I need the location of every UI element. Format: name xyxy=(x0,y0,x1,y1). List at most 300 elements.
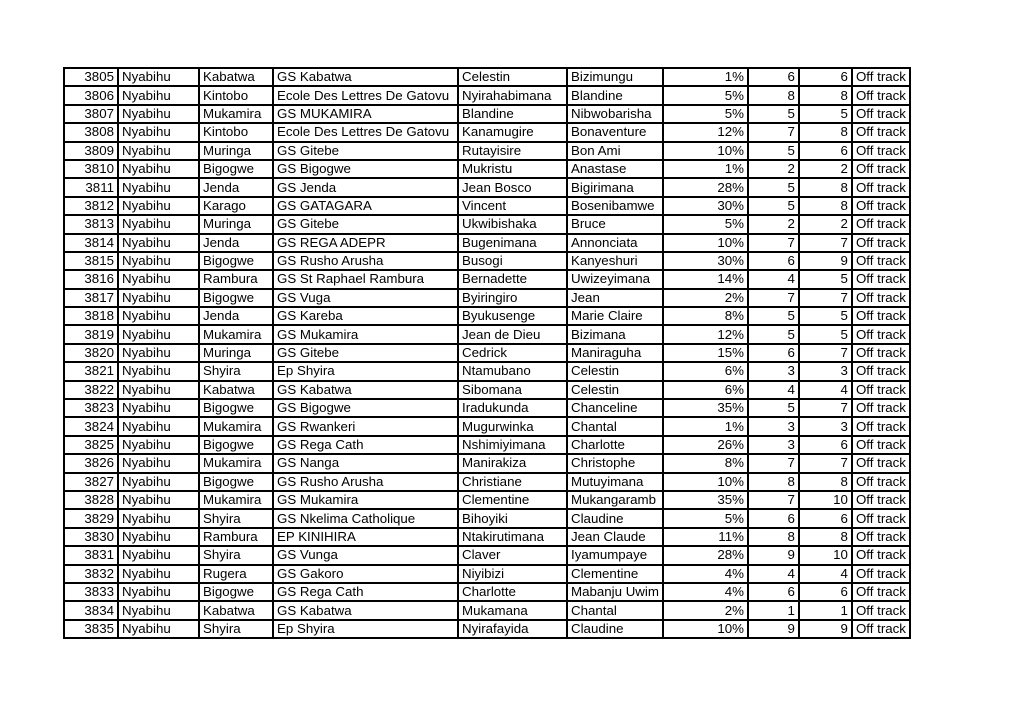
cell-school: Ep Shyira xyxy=(273,620,458,638)
cell-school: GS Rwankeri xyxy=(273,417,458,435)
cell-school: EP KINIHIRA xyxy=(273,528,458,546)
cell-first-name: Busogi xyxy=(458,252,567,270)
cell-percent: 5% xyxy=(663,86,748,104)
cell-value2: 8 xyxy=(799,123,852,141)
cell-id: 3813 xyxy=(64,215,118,233)
cell-id: 3832 xyxy=(64,565,118,583)
cell-school: Ecole Des Lettres De Gatovu xyxy=(273,123,458,141)
cell-school: GS Nanga xyxy=(273,454,458,472)
cell-status: Off track xyxy=(852,509,910,527)
cell-value1: 5 xyxy=(748,325,799,343)
cell-first-name: Christiane xyxy=(458,473,567,491)
cell-district: Nyabihu xyxy=(118,362,199,380)
cell-district: Nyabihu xyxy=(118,344,199,362)
cell-id: 3814 xyxy=(64,234,118,252)
cell-first-name: Manirakiza xyxy=(458,454,567,472)
cell-school: GS Gitebe xyxy=(273,215,458,233)
cell-sector: Bigogwe xyxy=(199,583,273,601)
cell-last-name: Bizimana xyxy=(567,325,663,343)
cell-sector: Kintobo xyxy=(199,86,273,104)
cell-value2: 2 xyxy=(799,215,852,233)
cell-id: 3808 xyxy=(64,123,118,141)
cell-first-name: Bugenimana xyxy=(458,234,567,252)
table-row xyxy=(64,289,910,307)
cell-sector: Shyira xyxy=(199,362,273,380)
table-row xyxy=(64,252,910,270)
cell-last-name: Charlotte xyxy=(567,436,663,454)
cell-last-name: Annonciata xyxy=(567,234,663,252)
cell-school: GS Kareba xyxy=(273,307,458,325)
cell-value2: 4 xyxy=(799,381,852,399)
cell-value2: 8 xyxy=(799,473,852,491)
table-row xyxy=(64,454,910,472)
cell-last-name: Bigirimana xyxy=(567,178,663,196)
cell-first-name: Blandine xyxy=(458,105,567,123)
cell-school: GS REGA ADEPR xyxy=(273,234,458,252)
cell-sector: Mukamira xyxy=(199,325,273,343)
cell-id: 3819 xyxy=(64,325,118,343)
cell-percent: 12% xyxy=(663,123,748,141)
cell-value1: 7 xyxy=(748,234,799,252)
cell-school: GS Gakoro xyxy=(273,565,458,583)
table-row xyxy=(64,105,910,123)
cell-district: Nyabihu xyxy=(118,381,199,399)
cell-status: Off track xyxy=(852,270,910,288)
cell-status: Off track xyxy=(852,399,910,417)
cell-last-name: Mukangaramb xyxy=(567,491,663,509)
cell-last-name: Maniraguha xyxy=(567,344,663,362)
cell-first-name: Nyirahabimana xyxy=(458,86,567,104)
cell-value1: 6 xyxy=(748,252,799,270)
cell-district: Nyabihu xyxy=(118,583,199,601)
cell-value2: 6 xyxy=(799,583,852,601)
cell-sector: Shyira xyxy=(199,620,273,638)
table-row xyxy=(64,344,910,362)
cell-value1: 3 xyxy=(748,362,799,380)
cell-last-name: Jean Claude xyxy=(567,528,663,546)
cell-value2: 6 xyxy=(799,436,852,454)
cell-district: Nyabihu xyxy=(118,68,199,86)
cell-status: Off track xyxy=(852,307,910,325)
cell-last-name: Nibwobarisha xyxy=(567,105,663,123)
cell-last-name: Claudine xyxy=(567,509,663,527)
cell-percent: 5% xyxy=(663,215,748,233)
cell-id: 3809 xyxy=(64,142,118,160)
cell-percent: 6% xyxy=(663,362,748,380)
cell-status: Off track xyxy=(852,436,910,454)
cell-sector: Bigogwe xyxy=(199,160,273,178)
cell-value1: 6 xyxy=(748,68,799,86)
cell-id: 3821 xyxy=(64,362,118,380)
cell-status: Off track xyxy=(852,252,910,270)
cell-value2: 5 xyxy=(799,270,852,288)
cell-status: Off track xyxy=(852,583,910,601)
cell-status: Off track xyxy=(852,546,910,564)
cell-percent: 4% xyxy=(663,583,748,601)
cell-district: Nyabihu xyxy=(118,252,199,270)
cell-percent: 1% xyxy=(663,160,748,178)
cell-value2: 10 xyxy=(799,546,852,564)
cell-first-name: Byukusenge xyxy=(458,307,567,325)
cell-sector: Jenda xyxy=(199,234,273,252)
table-row xyxy=(64,473,910,491)
cell-district: Nyabihu xyxy=(118,123,199,141)
cell-last-name: Chantal xyxy=(567,417,663,435)
table-row xyxy=(64,86,910,104)
table-row xyxy=(64,270,910,288)
cell-id: 3812 xyxy=(64,197,118,215)
cell-status: Off track xyxy=(852,86,910,104)
cell-district: Nyabihu xyxy=(118,325,199,343)
cell-status: Off track xyxy=(852,197,910,215)
cell-school: GS Kabatwa xyxy=(273,68,458,86)
cell-status: Off track xyxy=(852,142,910,160)
cell-first-name: Mugurwinka xyxy=(458,417,567,435)
cell-id: 3835 xyxy=(64,620,118,638)
cell-value1: 3 xyxy=(748,417,799,435)
cell-school: GS Bigogwe xyxy=(273,399,458,417)
cell-first-name: Byiringiro xyxy=(458,289,567,307)
cell-percent: 2% xyxy=(663,289,748,307)
cell-value2: 7 xyxy=(799,399,852,417)
cell-school: GS Mukamira xyxy=(273,491,458,509)
cell-value1: 7 xyxy=(748,454,799,472)
cell-first-name: Ntakirutimana xyxy=(458,528,567,546)
cell-first-name: Celestin xyxy=(458,68,567,86)
cell-last-name: Marie Claire xyxy=(567,307,663,325)
cell-status: Off track xyxy=(852,473,910,491)
cell-status: Off track xyxy=(852,528,910,546)
cell-sector: Kabatwa xyxy=(199,601,273,619)
table-row xyxy=(64,491,910,509)
table-row xyxy=(64,565,910,583)
cell-status: Off track xyxy=(852,178,910,196)
cell-percent: 10% xyxy=(663,620,748,638)
table-row xyxy=(64,142,910,160)
cell-id: 3829 xyxy=(64,509,118,527)
cell-value2: 3 xyxy=(799,362,852,380)
cell-district: Nyabihu xyxy=(118,142,199,160)
cell-id: 3834 xyxy=(64,601,118,619)
cell-percent: 12% xyxy=(663,325,748,343)
cell-percent: 2% xyxy=(663,601,748,619)
cell-percent: 5% xyxy=(663,509,748,527)
cell-value1: 8 xyxy=(748,473,799,491)
table-row xyxy=(64,68,910,86)
cell-value2: 6 xyxy=(799,142,852,160)
cell-value1: 6 xyxy=(748,344,799,362)
cell-value1: 2 xyxy=(748,215,799,233)
cell-school: GS Mukamira xyxy=(273,325,458,343)
cell-last-name: Anastase xyxy=(567,160,663,178)
cell-value2: 9 xyxy=(799,252,852,270)
cell-status: Off track xyxy=(852,325,910,343)
cell-percent: 35% xyxy=(663,399,748,417)
table-row xyxy=(64,601,910,619)
cell-status: Off track xyxy=(852,68,910,86)
cell-value1: 5 xyxy=(748,178,799,196)
cell-value1: 5 xyxy=(748,142,799,160)
cell-id: 3822 xyxy=(64,381,118,399)
cell-first-name: Jean Bosco xyxy=(458,178,567,196)
table-row xyxy=(64,620,910,638)
cell-last-name: Iyamumpaye xyxy=(567,546,663,564)
cell-percent: 4% xyxy=(663,565,748,583)
cell-sector: Kabatwa xyxy=(199,68,273,86)
cell-id: 3824 xyxy=(64,417,118,435)
cell-last-name: Bruce xyxy=(567,215,663,233)
cell-value1: 8 xyxy=(748,86,799,104)
cell-value2: 8 xyxy=(799,86,852,104)
cell-district: Nyabihu xyxy=(118,601,199,619)
cell-percent: 15% xyxy=(663,344,748,362)
cell-id: 3833 xyxy=(64,583,118,601)
cell-value1: 5 xyxy=(748,307,799,325)
cell-value2: 8 xyxy=(799,528,852,546)
cell-district: Nyabihu xyxy=(118,197,199,215)
cell-district: Nyabihu xyxy=(118,454,199,472)
cell-value2: 6 xyxy=(799,509,852,527)
cell-id: 3828 xyxy=(64,491,118,509)
cell-status: Off track xyxy=(852,454,910,472)
cell-district: Nyabihu xyxy=(118,491,199,509)
cell-first-name: Clementine xyxy=(458,491,567,509)
cell-id: 3815 xyxy=(64,252,118,270)
cell-status: Off track xyxy=(852,381,910,399)
cell-value1: 8 xyxy=(748,528,799,546)
cell-value1: 9 xyxy=(748,620,799,638)
cell-sector: Shyira xyxy=(199,546,273,564)
cell-first-name: Bernadette xyxy=(458,270,567,288)
cell-last-name: Christophe xyxy=(567,454,663,472)
cell-value2: 5 xyxy=(799,105,852,123)
cell-sector: Mukamira xyxy=(199,105,273,123)
cell-last-name: Mutuyimana xyxy=(567,473,663,491)
cell-school: GS MUKAMIRA xyxy=(273,105,458,123)
cell-id: 3811 xyxy=(64,178,118,196)
cell-value1: 9 xyxy=(748,546,799,564)
cell-district: Nyabihu xyxy=(118,105,199,123)
cell-school: GS Bigogwe xyxy=(273,160,458,178)
cell-id: 3831 xyxy=(64,546,118,564)
cell-sector: Muringa xyxy=(199,142,273,160)
cell-last-name: Kanyeshuri xyxy=(567,252,663,270)
cell-school: Ep Shyira xyxy=(273,362,458,380)
cell-status: Off track xyxy=(852,123,910,141)
cell-sector: Jenda xyxy=(199,307,273,325)
cell-percent: 10% xyxy=(663,473,748,491)
cell-district: Nyabihu xyxy=(118,436,199,454)
cell-percent: 28% xyxy=(663,178,748,196)
cell-district: Nyabihu xyxy=(118,509,199,527)
cell-district: Nyabihu xyxy=(118,565,199,583)
cell-value1: 5 xyxy=(748,399,799,417)
cell-id: 3825 xyxy=(64,436,118,454)
table-row xyxy=(64,546,910,564)
table-row xyxy=(64,325,910,343)
cell-value2: 7 xyxy=(799,289,852,307)
cell-value1: 4 xyxy=(748,270,799,288)
cell-status: Off track xyxy=(852,620,910,638)
cell-first-name: Mukamana xyxy=(458,601,567,619)
cell-sector: Mukamira xyxy=(199,417,273,435)
cell-district: Nyabihu xyxy=(118,473,199,491)
cell-value1: 7 xyxy=(748,491,799,509)
cell-id: 3817 xyxy=(64,289,118,307)
cell-value2: 8 xyxy=(799,197,852,215)
cell-percent: 6% xyxy=(663,381,748,399)
cell-sector: Mukamira xyxy=(199,491,273,509)
data-table xyxy=(63,67,911,639)
cell-id: 3805 xyxy=(64,68,118,86)
cell-status: Off track xyxy=(852,289,910,307)
cell-school: GS GATAGARA xyxy=(273,197,458,215)
cell-last-name: Mabanju Uwim xyxy=(567,583,663,601)
cell-id: 3820 xyxy=(64,344,118,362)
cell-status: Off track xyxy=(852,344,910,362)
cell-id: 3810 xyxy=(64,160,118,178)
cell-sector: Kintobo xyxy=(199,123,273,141)
cell-value2: 4 xyxy=(799,565,852,583)
cell-value2: 1 xyxy=(799,601,852,619)
table-row xyxy=(64,583,910,601)
cell-school: GS Gitebe xyxy=(273,142,458,160)
table-row xyxy=(64,528,910,546)
cell-status: Off track xyxy=(852,601,910,619)
cell-percent: 5% xyxy=(663,105,748,123)
cell-last-name: Jean xyxy=(567,289,663,307)
cell-sector: Bigogwe xyxy=(199,399,273,417)
cell-percent: 26% xyxy=(663,436,748,454)
cell-id: 3827 xyxy=(64,473,118,491)
cell-value1: 4 xyxy=(748,381,799,399)
cell-id: 3806 xyxy=(64,86,118,104)
cell-school: GS Nkelima Catholique xyxy=(273,509,458,527)
cell-first-name: Iradukunda xyxy=(458,399,567,417)
cell-first-name: Charlotte xyxy=(458,583,567,601)
cell-school: GS Rusho Arusha xyxy=(273,473,458,491)
cell-sector: Karago xyxy=(199,197,273,215)
cell-sector: Rambura xyxy=(199,270,273,288)
table-row xyxy=(64,436,910,454)
cell-first-name: Vincent xyxy=(458,197,567,215)
table-row xyxy=(64,399,910,417)
cell-sector: Bigogwe xyxy=(199,473,273,491)
cell-district: Nyabihu xyxy=(118,215,199,233)
cell-value2: 6 xyxy=(799,68,852,86)
cell-school: GS Rusho Arusha xyxy=(273,252,458,270)
cell-school: GS Vuga xyxy=(273,289,458,307)
cell-first-name: Mukristu xyxy=(458,160,567,178)
cell-sector: Bigogwe xyxy=(199,252,273,270)
cell-value2: 7 xyxy=(799,344,852,362)
cell-sector: Rambura xyxy=(199,528,273,546)
cell-value2: 7 xyxy=(799,234,852,252)
cell-sector: Bigogwe xyxy=(199,289,273,307)
cell-first-name: Niyibizi xyxy=(458,565,567,583)
cell-first-name: Kanamugire xyxy=(458,123,567,141)
cell-district: Nyabihu xyxy=(118,270,199,288)
cell-status: Off track xyxy=(852,565,910,583)
cell-first-name: Claver xyxy=(458,546,567,564)
table-row xyxy=(64,178,910,196)
cell-district: Nyabihu xyxy=(118,417,199,435)
table-body xyxy=(64,68,910,638)
cell-last-name: Chantal xyxy=(567,601,663,619)
cell-id: 3830 xyxy=(64,528,118,546)
cell-value2: 10 xyxy=(799,491,852,509)
cell-value1: 7 xyxy=(748,123,799,141)
cell-value2: 9 xyxy=(799,620,852,638)
cell-district: Nyabihu xyxy=(118,86,199,104)
cell-district: Nyabihu xyxy=(118,160,199,178)
cell-first-name: Bihoyiki xyxy=(458,509,567,527)
cell-district: Nyabihu xyxy=(118,399,199,417)
cell-status: Off track xyxy=(852,362,910,380)
table-row xyxy=(64,362,910,380)
cell-percent: 14% xyxy=(663,270,748,288)
cell-percent: 35% xyxy=(663,491,748,509)
cell-district: Nyabihu xyxy=(118,528,199,546)
cell-first-name: Ukwibishaka xyxy=(458,215,567,233)
cell-school: GS Rega Cath xyxy=(273,583,458,601)
cell-id: 3816 xyxy=(64,270,118,288)
cell-sector: Muringa xyxy=(199,344,273,362)
cell-last-name: Bon Ami xyxy=(567,142,663,160)
cell-percent: 8% xyxy=(663,454,748,472)
table-row xyxy=(64,234,910,252)
cell-district: Nyabihu xyxy=(118,307,199,325)
cell-district: Nyabihu xyxy=(118,546,199,564)
cell-value1: 1 xyxy=(748,601,799,619)
cell-value1: 5 xyxy=(748,197,799,215)
cell-sector: Jenda xyxy=(199,178,273,196)
cell-school: GS Jenda xyxy=(273,178,458,196)
cell-value2: 7 xyxy=(799,454,852,472)
cell-percent: 10% xyxy=(663,234,748,252)
cell-id: 3818 xyxy=(64,307,118,325)
cell-last-name: Bosenibamwe xyxy=(567,197,663,215)
cell-percent: 28% xyxy=(663,546,748,564)
table-row xyxy=(64,307,910,325)
cell-school: GS Kabatwa xyxy=(273,601,458,619)
cell-percent: 1% xyxy=(663,417,748,435)
cell-sector: Muringa xyxy=(199,215,273,233)
cell-percent: 11% xyxy=(663,528,748,546)
cell-sector: Mukamira xyxy=(199,454,273,472)
cell-district: Nyabihu xyxy=(118,178,199,196)
cell-last-name: Uwizeyimana xyxy=(567,270,663,288)
table-row xyxy=(64,215,910,233)
cell-district: Nyabihu xyxy=(118,234,199,252)
cell-first-name: Jean de Dieu xyxy=(458,325,567,343)
cell-last-name: Bonaventure xyxy=(567,123,663,141)
cell-school: GS Rega Cath xyxy=(273,436,458,454)
cell-school: GS Vunga xyxy=(273,546,458,564)
cell-percent: 30% xyxy=(663,197,748,215)
cell-first-name: Ntamubano xyxy=(458,362,567,380)
cell-percent: 30% xyxy=(663,252,748,270)
cell-school: GS St Raphael Rambura xyxy=(273,270,458,288)
cell-value1: 2 xyxy=(748,160,799,178)
cell-last-name: Clementine xyxy=(567,565,663,583)
cell-last-name: Claudine xyxy=(567,620,663,638)
table-row xyxy=(64,417,910,435)
cell-value1: 5 xyxy=(748,105,799,123)
cell-first-name: Cedrick xyxy=(458,344,567,362)
cell-value1: 7 xyxy=(748,289,799,307)
cell-id: 3823 xyxy=(64,399,118,417)
